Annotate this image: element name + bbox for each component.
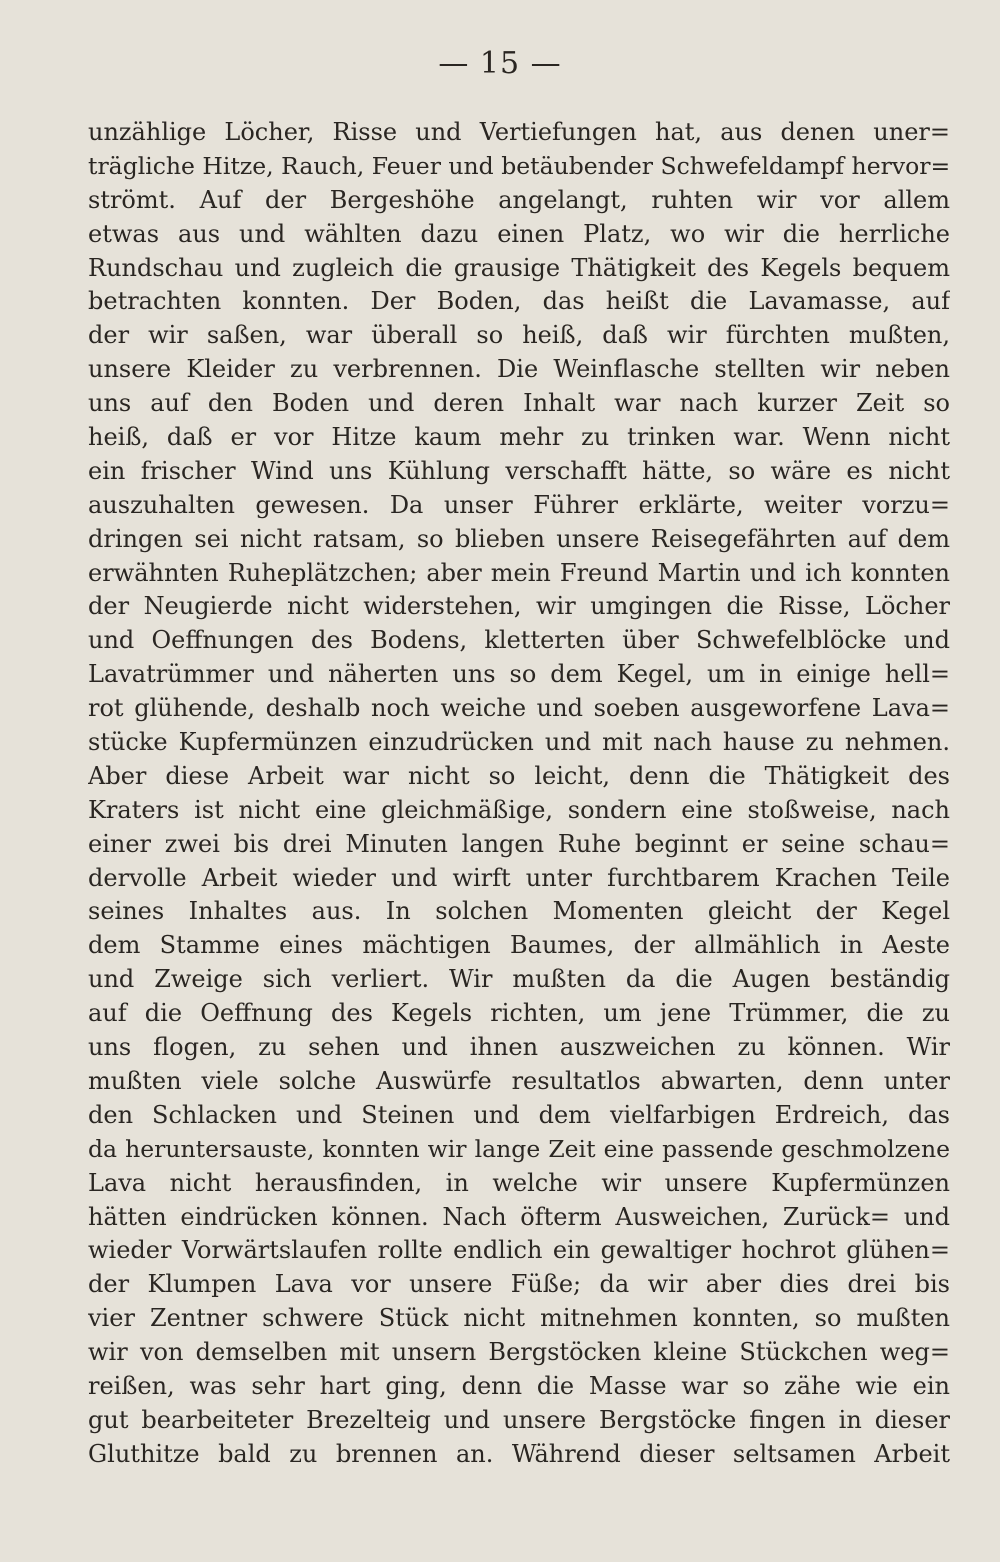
text-line: Rundschau und zugleich die grausige Thätigkeit des Kegels bequem bbox=[88, 253, 950, 282]
text-line: hätten eindrücken können. Nach öfterm Ausweichen, Zurück= und bbox=[88, 1202, 950, 1231]
text-line: unsere Kleider zu verbrennen. Die Weinflasche stellten wir neben bbox=[88, 355, 950, 384]
text-line: stücke Kupfermünzen einzudrücken und mit nach hause zu nehmen. bbox=[88, 728, 950, 757]
text-line: vier Zentner schwere Stück nicht mitnehmen konnten, so mußten bbox=[88, 1304, 950, 1333]
text-line: strömt. Auf der Bergeshöhe angelangt, ruhten wir vor allem bbox=[88, 185, 950, 214]
text-line: Kraters ist nicht eine gleichmäßige, sondern eine stoßweise, nach bbox=[88, 795, 950, 824]
text-line: Gluthitze bald zu brennen an. Während dieser seltsamen Arbeit bbox=[88, 1439, 950, 1468]
text-line: der wir saßen, war überall so heiß, daß wir fürchten mußten, bbox=[88, 321, 950, 350]
page-number: — 15 — bbox=[438, 46, 562, 81]
text-line: uns flogen, zu sehen und ihnen auszweichen zu können. Wir bbox=[88, 1033, 950, 1062]
text-line: den Schlacken und Steinen und dem vielfarbigen Erdreich, das bbox=[88, 1100, 950, 1129]
text-line: einer zwei bis drei Minuten langen Ruhe beginnt er seine schau= bbox=[88, 829, 950, 858]
text-line: ein frischer Wind uns Kühlung verschafft hätte, so wäre es nicht bbox=[88, 456, 950, 485]
text-line: auf die Oeffnung des Kegels richten, um jene Trümmer, die zu bbox=[88, 999, 950, 1028]
body-text bbox=[88, 116, 950, 1472]
text-line: und Oeffnungen des Bodens, kletterten über Schwefelblöcke und bbox=[88, 626, 950, 655]
text-line: dem Stamme eines mächtigen Baumes, der allmählich in Aeste bbox=[88, 931, 950, 960]
text-line: dringen sei nicht ratsam, so blieben unsere Reisegefährten auf dem bbox=[88, 524, 950, 553]
text-line: rot glühende, deshalb noch weiche und soeben ausgeworfene Lava= bbox=[88, 694, 950, 723]
text-line: dervolle Arbeit wieder und wirft unter furchtbarem Krachen Teile bbox=[88, 863, 950, 892]
text-line: Lava nicht herausfinden, in welche wir unsere Kupfermünzen bbox=[88, 1168, 950, 1197]
text-line: gut bearbeiteter Brezelteig und unsere Bergstöcke fingen in dieser bbox=[88, 1405, 950, 1434]
text-line: betrachten konnten. Der Boden, das heißt die Lavamasse, auf bbox=[88, 287, 950, 316]
text-line: unzählige Löcher, Risse und Vertiefungen hat, aus denen uner= bbox=[88, 118, 950, 146]
text-line: der Klumpen Lava vor unsere Füße; da wir aber dies drei bis bbox=[88, 1270, 950, 1299]
text-line: und Zweige sich verliert. Wir mußten da die Augen beständig bbox=[88, 965, 950, 994]
text-line: uns auf den Boden und deren Inhalt war nach kurzer Zeit so bbox=[88, 389, 950, 418]
text-line: seines Inhaltes aus. In solchen Momenten gleicht der Kegel bbox=[88, 897, 950, 926]
text-line: heiß, daß er vor Hitze kaum mehr zu trinken war. Wenn nicht bbox=[88, 423, 950, 452]
text-line: reißen, was sehr hart ging, denn die Masse war so zähe wie ein bbox=[88, 1371, 950, 1400]
text-line: wieder Vorwärtslaufen rollte endlich ein gewaltiger hochrot glühen= bbox=[88, 1236, 950, 1265]
text-line: Aber diese Arbeit war nicht so leicht, denn die Thätigkeit des bbox=[88, 761, 950, 790]
text-line: erwähnten Ruheplätzchen; aber mein Freund Martin und ich konnten bbox=[88, 558, 950, 587]
text-line: trägliche Hitze, Rauch, Feuer und betäubender Schwefeldampf hervor= bbox=[88, 151, 950, 180]
text-line: wir von demselben mit unsern Bergstöcken kleine Stückchen weg= bbox=[88, 1338, 950, 1367]
text-line: auszuhalten gewesen. Da unser Führer erklärte, weiter vorzu= bbox=[88, 490, 950, 519]
text-line: da heruntersauste, konnten wir lange Zeit eine passende geschmolzene bbox=[88, 1134, 950, 1163]
text-line: etwas aus und wählten dazu einen Platz, wo wir die herrliche bbox=[88, 219, 950, 248]
text-line: mußten viele solche Auswürfe resultatlos abwarten, denn unter bbox=[88, 1066, 950, 1095]
text-line: Lavatrümmer und näherten uns so dem Kegel, um in einige hell= bbox=[88, 660, 950, 689]
text-line: der Neugierde nicht widerstehen, wir umgingen die Risse, Löcher bbox=[88, 592, 950, 621]
